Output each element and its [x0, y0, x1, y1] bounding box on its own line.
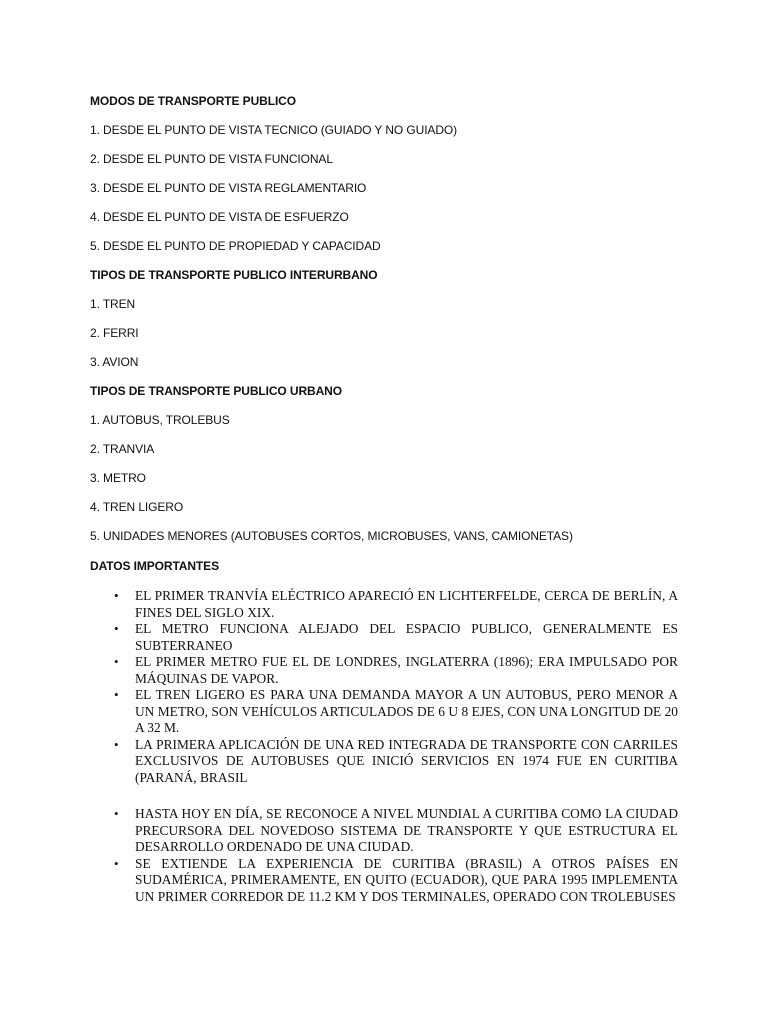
bullet-icon: • [114, 654, 119, 669]
bullet-icon: • [114, 806, 119, 821]
datos-bullet-text: EL TREN LIGERO ES PARA UNA DEMANDA MAYOR A UN AUTOBUS, PERO MENOR A UN METRO, SON VEHÍCULOS ARTICULADOS DE 6 U 8 EJES, CON UNA LONGITUD DE 20 A 32 M. [135, 687, 678, 735]
urbano-item-2: 2. TRANVIA [90, 442, 155, 456]
modos-item-1: 1. DESDE EL PUNTO DE VISTA TECNICO (GUIADO Y NO GUIADO) [90, 123, 458, 137]
datos-bullet-3 [90, 654, 678, 687]
datos-bullet-list-b [90, 806, 678, 905]
heading-urbano: TIPOS DE TRANSPORTE PUBLICO URBANO [90, 384, 342, 398]
urbano-item-5: 5. UNIDADES MENORES (AUTOBUSES CORTOS, MICROBUSES, VANS, CAMIONETAS) [90, 529, 573, 543]
datos-bullet-2 [90, 621, 678, 654]
urbano-item-1: 1. AUTOBUS, TROLEBUS [90, 413, 230, 427]
heading-interurbano: TIPOS DE TRANSPORTE PUBLICO INTERURBANO [90, 268, 378, 282]
modos-item-5: 5. DESDE EL PUNTO DE PROPIEDAD Y CAPACIDAD [90, 239, 381, 253]
datos-bullet-text: SE EXTIENDE LA EXPERIENCIA DE CURITIBA (BRASIL) A OTROS PAÍSES EN SUDAMÉRICA, PRIMERAMENTE, EN QUITO (ECUADOR), QUE PARA 1995 IMPLEMENTA UN PRIMER CORREDOR DE 11.2 KM Y DOS TERMINALES, OPERADO CON TROLEBUSES [135, 855, 678, 904]
datos-bullet-text: EL PRIMER TRANVÍA ELÉCTRICO APARECIÓ EN LICHTERFELDE, CERCA DE BERLÍN, A FINES DEL SIGLO XIX. [135, 588, 678, 620]
interurbano-item-3: 3. AVION [90, 355, 139, 369]
datos-bullet-6 [90, 806, 678, 856]
interurbano-item-2: 2. FERRI [90, 326, 139, 340]
datos-bullet-text: EL METRO FUNCIONA ALEJADO DEL ESPACIO PUBLICO, GENERALMENTE ES SUBTERRANEO [135, 621, 678, 653]
datos-bullet-text: HASTA HOY EN DÍA, SE RECONOCE A NIVEL MUNDIAL A CURITIBA COMO LA CIUDAD PRECURSORA DEL NOVEDOSO SISTEMA DE TRANSPORTE Y QUE ESTRUCTURA EL DESARROLLO ORDENADO DE UNA CIUDAD. [135, 806, 678, 854]
bullet-icon: • [114, 588, 119, 603]
modos-item-2: 2. DESDE EL PUNTO DE VISTA FUNCIONAL [90, 152, 333, 166]
datos-bullet-list-a [90, 588, 678, 786]
heading-datos: DATOS IMPORTANTES [90, 559, 219, 573]
datos-bullet-text: LA PRIMERA APLICACIÓN DE UNA RED INTEGRADA DE TRANSPORTE CON CARRILES EXCLUSIVOS DE AUTOBUSES QUE INICIÓ SERVICIOS EN 1974 FUE EN CURITIBA (PARANÁ, BRASIL [135, 736, 678, 785]
bullet-icon: • [114, 621, 119, 636]
datos-bullet-4 [90, 687, 678, 737]
modos-item-4: 4. DESDE EL PUNTO DE VISTA DE ESFUERZO [90, 210, 349, 224]
modos-item-3: 3. DESDE EL PUNTO DE VISTA REGLAMENTARIO [90, 181, 367, 195]
datos-bullet-1 [90, 588, 678, 621]
interurbano-item-1: 1. TREN [90, 297, 136, 311]
datos-bullet-7 [90, 856, 678, 906]
datos-bullet-text: EL PRIMER METRO FUE EL DE LONDRES, INGLATERRA (1896); ERA IMPULSADO POR MÁQUINAS DE VAPOR. [135, 654, 678, 686]
bullet-icon: • [114, 687, 119, 702]
heading-modos: MODOS DE TRANSPORTE PUBLICO [90, 94, 296, 108]
urbano-item-4: 4. TREN LIGERO [90, 500, 184, 514]
urbano-item-3: 3. METRO [90, 471, 146, 485]
bullet-icon: • [114, 736, 119, 752]
bullet-icon: • [114, 855, 119, 871]
datos-bullet-5 [90, 737, 678, 787]
